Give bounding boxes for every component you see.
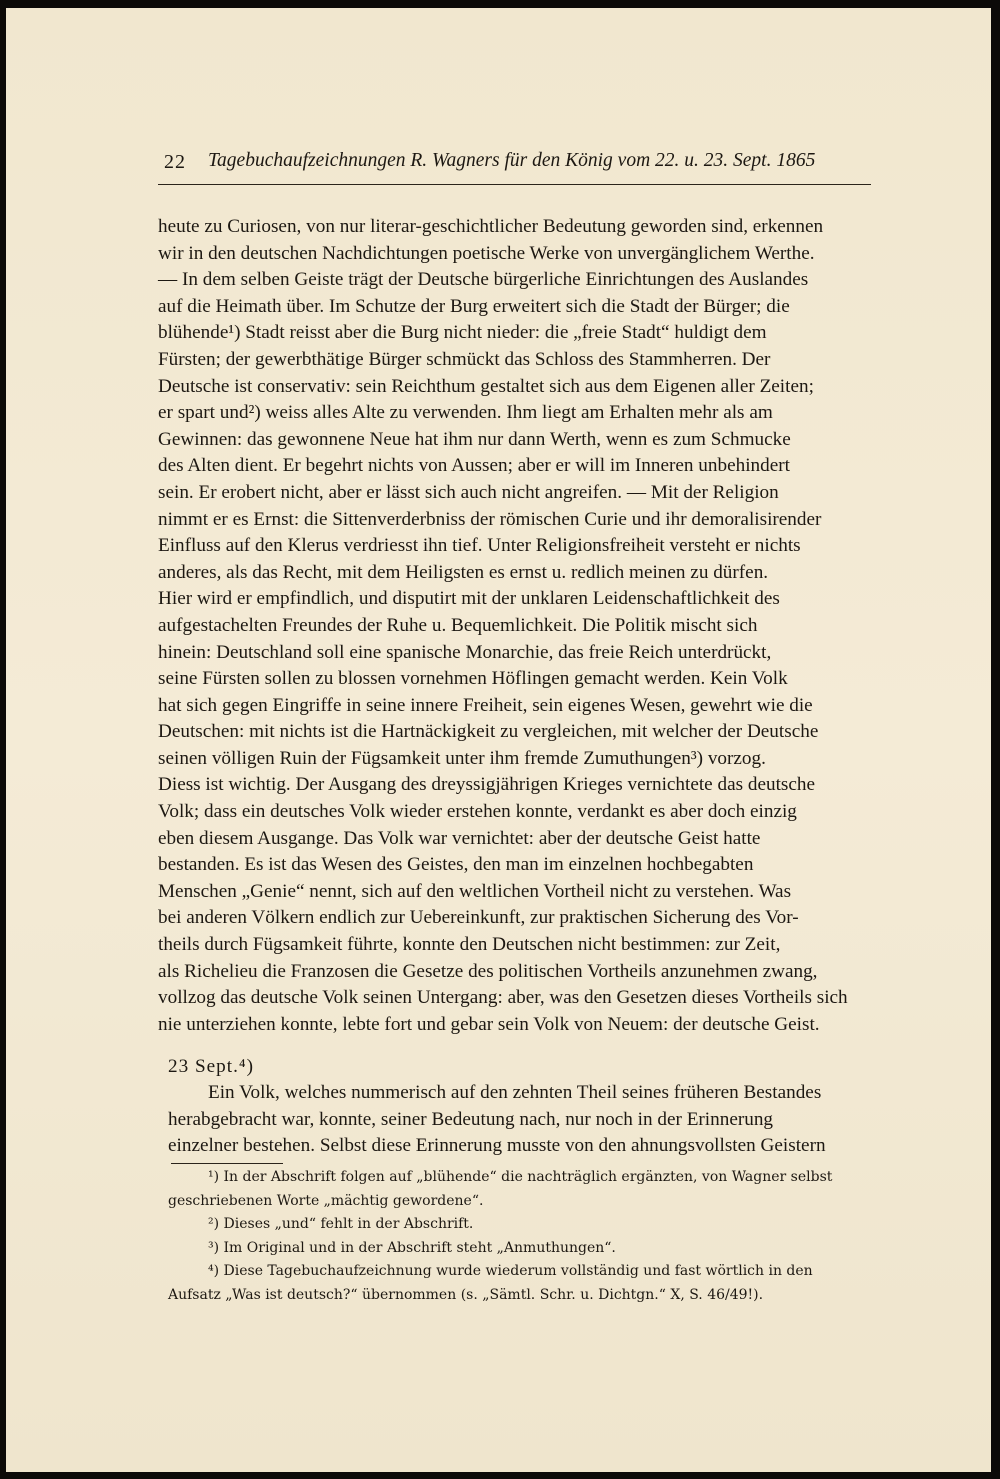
text-line: Diess ist wichtig. Der Ausgang des dreyssigjährigen Krieges vernichtete das deutsche (158, 774, 816, 796)
text-line: auf die Heimath über. Im Schutze der Burg erweitert sich die Stadt der Bürger; die (158, 295, 790, 317)
footnotes (168, 1166, 898, 1307)
text-line: seine Fürsten sollen zu blossen vornehmen Höflingen gemacht werden. Kein Volk (158, 668, 788, 690)
text-line: Hier wird er empfindlich, und disputirt mit der unklaren Leidenschaftlichkeit des (158, 588, 780, 610)
text-line: einzelner bestehen. Selbst diese Erinnerung musste von den ahnungsvollsten Geistern (168, 1135, 826, 1157)
footnote-divider (171, 1163, 283, 1164)
text-line: anderes, als das Recht, mit dem Heiligsten es ernst u. redlich meinen zu dürfen. (158, 561, 769, 583)
text-line: eben diesem Ausgange. Das Volk war vernichtet: aber der deutsche Geist hatte (158, 827, 761, 849)
text-line: aufgestachelten Freundes der Ruhe u. Bequemlichkeit. Die Politik mischt sich (158, 614, 758, 636)
text-line: Fürsten; der gewerbthätige Bürger schmückt das Schloss des Stammherren. Der (158, 348, 771, 370)
text-line: vollzog das deutsche Volk seinen Untergang: aber, was den Gesetzen dieses Vortheils sich (158, 987, 848, 1009)
text-line: Deutschen: mit nichts ist die Hartnäckigkeit zu vergleichen, mit welcher der Deutsche (158, 721, 819, 743)
book-page (6, 8, 991, 1472)
text-line: bei anderen Völkern endlich zur Uebereinkunft, zur praktischen Sicherung des Vor- (158, 907, 799, 929)
text-line: blühende¹) Stadt reisst aber die Burg nicht nieder: die „freie Stadt“ huldigt dem (158, 322, 767, 344)
text-line: hat sich gegen Eingriffe in seine innere Freiheit, sein eigenes Wesen, gewehrt wie die (158, 694, 813, 716)
text-line: hinein: Deutschland soll eine spanische Monarchie, das freie Reich unterdrückt, (158, 641, 772, 663)
text-line: theils durch Fügsamkeit führte, konnte den Deutschen nicht bestimmen: zur Zeit, (158, 934, 781, 956)
text-line: Deutsche ist conservativ: sein Reichthum gestaltet sich aus dem Eigenen aller Zeiten; (158, 375, 814, 397)
footnote-line: ⁴) Diese Tagebuchaufzeichnung wurde wiederum vollständig und fast wörtlich in den (208, 1263, 813, 1279)
text-line: als Richelieu die Franzosen die Gesetze des politischen Vortheils anzunehmen zwang, (158, 960, 818, 982)
text-line: sein. Er erobert nicht, aber er lässt sich auch nicht angreifen. — Mit der Religion (158, 481, 779, 503)
text-line: des Alten dient. Er begehrt nichts von Aussen; aber er will im Inneren unbehindert (158, 455, 790, 477)
text-line: bestanden. Es ist das Wesen des Geistes, den man im einzelnen hochbegabten (158, 854, 754, 876)
text-line: heute zu Curiosen, von nur literar-geschichtlicher Bedeutung geworden sind, erkennen (158, 216, 824, 237)
entry-text (168, 1080, 913, 1160)
text-line: nimmt er es Ernst: die Sittenverderbniss der römischen Curie und ihr demoralisirender (158, 508, 822, 530)
main-text (158, 214, 908, 1038)
text-line: er spart und²) weiss alles Alte zu verwenden. Ihm liegt am Erhalten mehr als am (158, 402, 773, 424)
text-line: Ein Volk, welches nummerisch auf den zehnten Theil seines früheren Bestandes (208, 1082, 822, 1103)
footnote-line: Aufsatz „Was ist deutsch?“ übernommen (s. „Sämtl. Schr. u. Dichtgn.“ X, S. 46/49!). (168, 1286, 764, 1303)
text-line: Menschen „Genie“ nennt, sich auf den weltlichen Vortheil nicht zu verstehen. Was (158, 880, 792, 902)
text-line: nie unterziehen konnte, lebte fort und gebar sein Volk von Neuem: der deutsche Geist. (158, 1013, 820, 1035)
running-title: Tagebuchaufzeichnungen R. Wagners für den König vom 22. u. 23. Sept. 1865 (208, 150, 816, 171)
footnote-line: ¹) In der Abschrift folgen auf „blühende“ die nachträglich ergänzten, von Wagner selbst (208, 1169, 833, 1185)
footnote-line: ³) Im Original und in der Abschrift steht „Anmuthungen“. (208, 1239, 616, 1256)
text-line: — In dem selben Geiste trägt der Deutsche bürgerliche Einrichtungen des Auslandes (158, 269, 809, 291)
text-line: seinen völligen Ruin der Fügsamkeit unter ihm fremde Zumuthungen³) vorzog. (158, 747, 766, 769)
page-number: 22 (164, 151, 186, 173)
text-line: Gewinnen: das gewonnene Neue hat ihm nur dann Werth, wenn es zum Schmucke (158, 428, 791, 450)
entry-date-heading: 23 Sept.⁴) (168, 1056, 254, 1077)
text-line: herabgebracht war, konnte, seiner Bedeutung nach, nur noch in der Erinnerung (168, 1108, 774, 1130)
text-line: Volk; dass ein deutsches Volk wieder erstehen konnte, verdankt es aber doch einzig (158, 801, 797, 823)
footnote-line: geschriebenen Worte „mächtig gewordene“. (168, 1192, 484, 1209)
footnote-line: ²) Dieses „und“ fehlt in der Abschrift. (208, 1216, 474, 1232)
text-line: Einfluss auf den Klerus verdriesst ihn tief. Unter Religionsfreiheit versteht er nichts (158, 535, 801, 557)
running-header (158, 148, 871, 185)
text-line: wir in den deutschen Nachdichtungen poetische Werke von unvergänglichem Werthe. (158, 242, 815, 264)
